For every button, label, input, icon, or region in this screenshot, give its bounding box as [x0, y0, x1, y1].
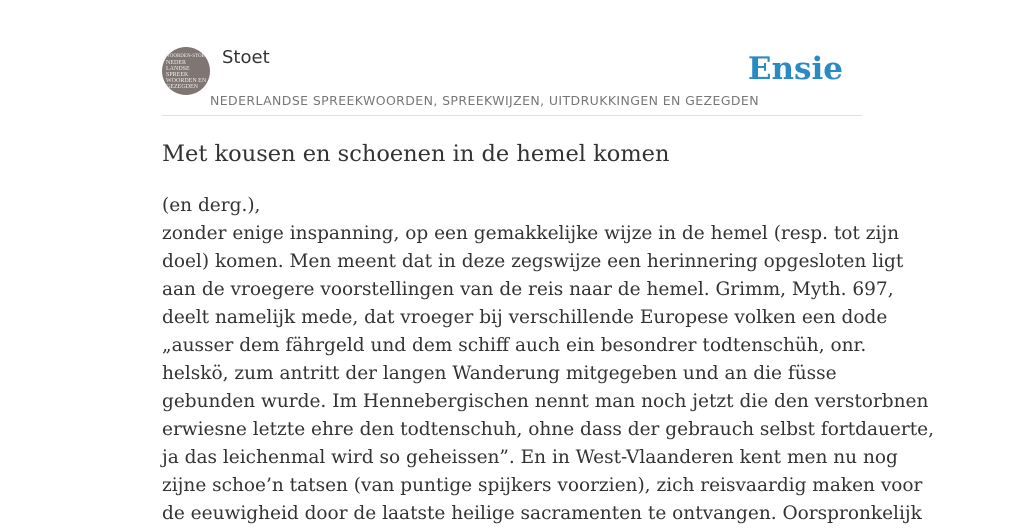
avatar-text-line: WOORDEN-STOET — [165, 54, 208, 59]
entry-body-line: (en derg.), — [162, 195, 261, 216]
avatar-text-line: SPREEK — [166, 72, 189, 78]
entry-body-line: gebunden wurde. Im Hennebergischen nennt man noch jetzt die den verstorbnen — [162, 391, 929, 412]
avatar-text-line: WOORDEN EN — [166, 78, 207, 84]
source-subtitle: NEDERLANDSE SPREEKWOORDEN, SPREEKWIJZEN, UITDRUKKINGEN EN GEZEGDEN — [210, 93, 759, 108]
source-avatar[interactable] — [162, 47, 210, 95]
entry-body-line: helskö, zum antritt der langen Wanderung mitgegeben und an die füsse — [162, 363, 837, 384]
entry-body — [162, 192, 934, 528]
edge-fade — [964, 380, 1024, 512]
entry-body-line: zonder enige inspanning, op een gemakkelijke wijze in de hemel (resp. tot zijn — [162, 223, 900, 244]
entry-body-line: „ausser dem fährgeld und dem schiff auch ein besondrer todtenschüh, onr. — [162, 335, 867, 356]
entry-body-line: doel) komen. Men meent dat in deze zegswijze een herinnering opgesloten ligt — [162, 251, 904, 272]
avatar-text-line: GEZEGDEN — [166, 84, 198, 90]
entry-body-line: deelt namelijk mede, dat vroeger bij verschillende Europese volken een dode — [162, 307, 888, 328]
entry-body-line: de eeuwigheid door de laatste heilige sacramenten te ontvangen. Oorspronkelijk — [162, 503, 922, 524]
header — [162, 46, 862, 116]
entry-body-line: erwiesne letzte ehre den todtenschuh, ohne dass der gebrauch selbst fortdauerte, — [162, 419, 934, 440]
entry-body-line: zijne schoe’n tatsen (van puntige spijkers voorzien), zich reisvaardig maken voor — [162, 475, 923, 496]
ensie-logo-link[interactable]: Ensie — [747, 51, 843, 87]
source-name-link[interactable]: Stoet — [222, 47, 270, 68]
entry-body-line: ja das leichenmal wird so geheissen”. En in West-Vlaanderen kent men nu nog — [162, 447, 898, 468]
entry-body-line: aan de vroegere voorstellingen van de reis naar de hemel. Grimm, Myth. 697, — [162, 279, 894, 300]
avatar-text-line: LANDSE — [166, 66, 190, 72]
avatar-text-line: NEDER — [166, 60, 186, 66]
entry-title: Met kousen en schoenen in de hemel komen — [162, 141, 670, 167]
header-divider — [162, 115, 862, 116]
